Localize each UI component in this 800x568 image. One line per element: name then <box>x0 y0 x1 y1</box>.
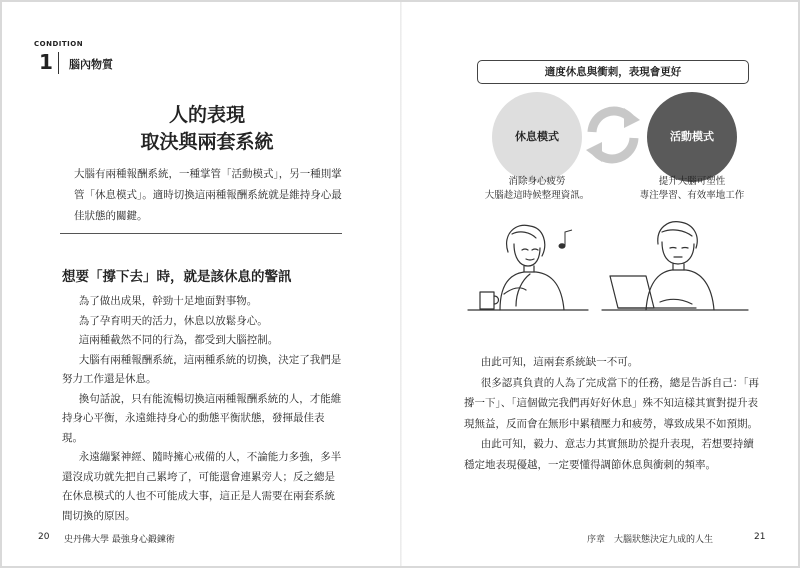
body-paragraph: 為了孕育明天的活力，休息以放鬆身心。 <box>78 314 268 327</box>
page-title-line-2: 取決與兩套系統 <box>140 131 274 153</box>
page-number-right: 21 <box>754 532 766 542</box>
active-caption-line-1: 提升大腦可塑性 <box>658 176 726 187</box>
condition-number: 1 <box>39 50 53 74</box>
music-note-icon <box>559 230 572 248</box>
right-body-text <box>464 352 760 475</box>
active-caption-line-2: 專注學習、有效率地工作 <box>639 190 745 201</box>
page-number-left: 20 <box>38 532 50 542</box>
diagram-banner: 適度休息與衝刺，表現會更好 <box>477 60 749 84</box>
book-spread <box>2 2 798 566</box>
page-gutter <box>400 2 402 566</box>
body-paragraph: 很多認真負責的人為了完成當下的任務，總是告訴自己：「再撐一下」、「這個做完我們再好好休息」殊不知這樣其實對提升表現無益，反而會在無形中累積壓力和疲勞，導致成果不如預期。 <box>464 376 760 430</box>
body-paragraph: 為了做出成果，幹勁十足地面對事物。 <box>78 295 258 307</box>
body-paragraph: 這兩種截然不同的行為，都受到大腦控制。 <box>78 334 279 346</box>
intro-paragraph: 大腦有兩種報酬系統，一種掌管「活動模式」，另一種則掌管「休息模式」。適時切換這兩種報酬系統就是維持身心最佳狀態的關鍵。 <box>74 168 342 222</box>
condition-label: CONDITION <box>34 40 84 48</box>
condition-divider <box>58 52 59 74</box>
rest-mode-circle: 休息模式 <box>492 92 582 182</box>
condition-title: 腦內物質 <box>69 58 113 71</box>
intro-divider <box>60 233 342 234</box>
rest-caption-line-1: 消除身心疲勞 <box>508 176 566 187</box>
running-head-right: 序章 大腦狀態決定九成的人生 <box>587 535 714 545</box>
rest-caption-line-2: 大腦趁這時候整理資訊。 <box>484 190 590 201</box>
body-paragraph: 由此可知，這兩套系統缺一不可。 <box>480 356 639 368</box>
active-mode-caption <box>617 175 767 203</box>
active-mode-circle: 活動模式 <box>647 92 737 182</box>
working-man-illustration <box>600 214 750 319</box>
page-title <box>82 102 332 156</box>
section-heading: 想要「撐下去」時，就是該休息的警訊 <box>62 269 292 285</box>
running-head-left: 史丹佛大學 最強身心鍛鍊術 <box>64 535 175 545</box>
left-body-text <box>62 292 342 526</box>
page-title-line-1: 人的表現 <box>168 104 245 126</box>
body-paragraph: 換句話說，只有能流暢切換這兩種報酬系統的人，才能維持身心平衡，永遠維持身心的動態平衡狀態，發揮最佳表現。 <box>62 392 342 444</box>
resting-woman-illustration <box>464 214 589 319</box>
body-paragraph: 大腦有兩種報酬系統，這兩種系統的切換，決定了我們是努力工作還是休息。 <box>62 353 342 385</box>
cycle-arrows-icon <box>580 102 646 168</box>
body-paragraph: 永遠繃緊神經、隨時擁心戒備的人，不論能力多強，多半還沒成功就先把自己累垮了，可能還會連累旁人；反之總是在休息模式的人也不可能成大事，這正是人需要在兩套系統間切換的原因。 <box>62 451 342 522</box>
body-paragraph: 由此可知，毅力、意志力其實無助於提升表現，若想要持續穩定地表現優越，一定要懂得調節休息與衝刺的頻率。 <box>464 438 754 471</box>
rest-mode-caption <box>462 175 612 203</box>
